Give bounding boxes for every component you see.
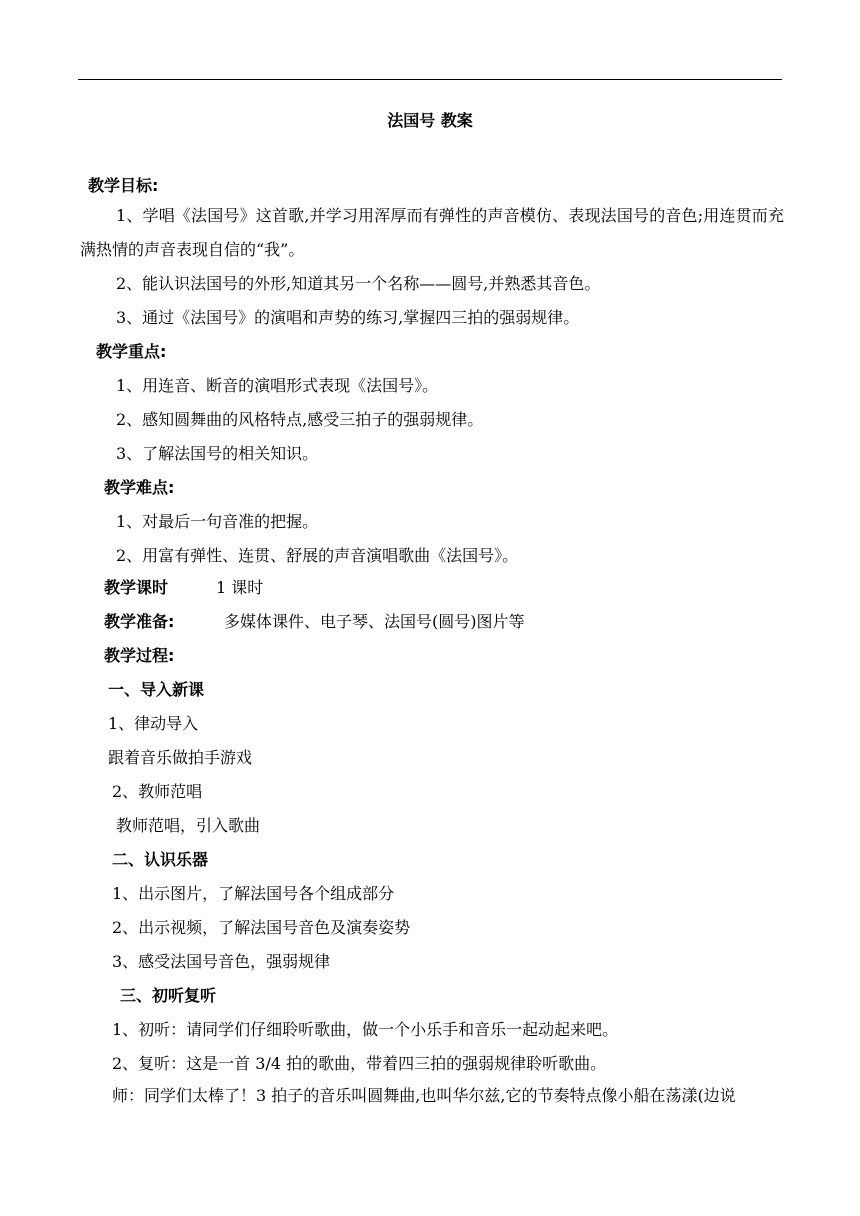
prep-label: 教学准备: xyxy=(104,612,175,631)
key-point-item-3: 3、了解法国号的相关知识。 xyxy=(116,444,319,463)
section-1-line-d: 教师范唱，引入歌曲 xyxy=(116,816,261,835)
process-heading: 教学过程: xyxy=(104,646,175,665)
section-2-line-a: 1、出示图片，了解法国号各个组成部分 xyxy=(112,884,395,903)
header-rule xyxy=(78,79,782,80)
section-3-line-b: 2、复听：这是一首 3/4 拍的歌曲，带着四三拍的强弱规律聆听歌曲。 xyxy=(112,1054,607,1073)
objective-item-1: 1、学唱《法国号》这首歌,并学习用浑厚而有弹性的声音模仿、表现法国号的音色;用连贯而充满热情的声音表现自信的“我”。 xyxy=(80,206,784,259)
difficulty-item-1: 1、对最后一句音准的把握。 xyxy=(116,512,319,531)
difficulty-item-2: 2、用富有弹性、连贯、舒展的声音演唱歌曲《法国号》。 xyxy=(116,546,519,565)
section-2-line-c: 3、感受法国号音色，强弱规律 xyxy=(112,952,331,971)
hours-label: 教学课时 xyxy=(104,578,169,597)
section-3-line-a: 1、初听：请同学们仔细聆听歌曲，做一个小乐手和音乐一起动起来吧。 xyxy=(112,1020,619,1039)
section-2-line-b: 2、出示视频，了解法国号音色及演奏姿势 xyxy=(112,918,411,937)
section-2-heading: 二、认识乐器 xyxy=(112,850,209,869)
key-points-heading: 教学重点: xyxy=(96,342,167,361)
prep-value: 多媒体课件、电子琴、法国号(圆号)图片等 xyxy=(224,612,525,631)
section-3-heading: 三、初听复听 xyxy=(120,986,217,1005)
document-title: 法国号 教案 xyxy=(387,111,473,130)
key-point-item-2: 2、感知圆舞曲的风格特点,感受三拍子的强弱规律。 xyxy=(116,410,484,429)
section-1-line-c: 2、教师范唱 xyxy=(112,782,203,801)
section-1-heading: 一、导入新课 xyxy=(108,680,205,699)
objective-item-3: 3、通过《法国号》的演唱和声势的练习,掌握四三拍的强弱规律。 xyxy=(116,308,580,327)
hours-value: 1 课时 xyxy=(216,578,264,597)
section-1-line-a: 1、律动导入 xyxy=(108,714,199,733)
section-3-line-c: 师：同学们太棒了！3 拍子的音乐叫圆舞曲,也叫华尔兹,它的节奏特点像小船在荡漾(边说 xyxy=(112,1086,736,1105)
section-1-line-b: 跟着音乐做拍手游戏 xyxy=(108,748,253,767)
key-point-item-1: 1、用连音、断音的演唱形式表现《法国号》。 xyxy=(116,376,439,395)
objective-item-2: 2、能认识法国号的外形,知道其另一个名称——圆号,并熟悉其音色。 xyxy=(116,274,601,293)
difficulties-heading: 教学难点: xyxy=(104,478,175,497)
objectives-heading: 教学目标: xyxy=(88,176,159,195)
